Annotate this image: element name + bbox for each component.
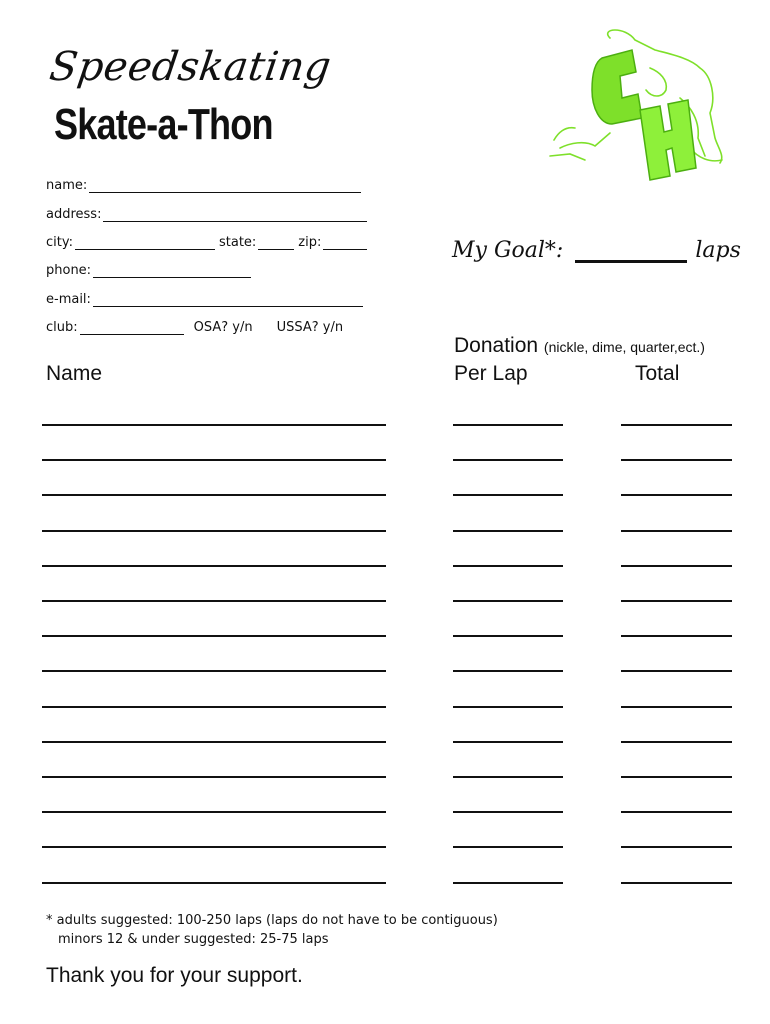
total-line[interactable] — [621, 776, 732, 778]
osa-option[interactable]: OSA? y/n — [193, 320, 253, 335]
total-line[interactable] — [621, 811, 732, 813]
ussa-option[interactable]: USSA? y/n — [276, 320, 344, 335]
name-line[interactable] — [42, 424, 386, 426]
total-line[interactable] — [621, 424, 732, 426]
per-lap-line[interactable] — [453, 424, 563, 426]
total-line[interactable] — [621, 565, 732, 567]
phone-label: phone: — [46, 263, 92, 278]
address-field[interactable] — [46, 207, 367, 222]
total-line[interactable] — [621, 600, 732, 602]
name-line[interactable] — [42, 811, 386, 813]
zip-input-line[interactable] — [323, 237, 367, 250]
name-line[interactable] — [42, 846, 386, 848]
donation-note: (nickle, dime, quarter,ect.) — [543, 339, 705, 355]
per-lap-line[interactable] — [453, 882, 563, 884]
total-line[interactable] — [621, 670, 732, 672]
name-line[interactable] — [42, 741, 386, 743]
club-label: club: — [46, 320, 78, 335]
zip-label: zip: — [298, 235, 322, 250]
total-line[interactable] — [621, 846, 732, 848]
city-input-line[interactable] — [75, 237, 215, 250]
total-line[interactable] — [621, 882, 732, 884]
donation-header — [454, 334, 705, 358]
name-column-header: Name — [46, 362, 103, 385]
goal-unit: laps — [695, 238, 741, 263]
email-field[interactable] — [46, 292, 363, 307]
donation-header-label: Donation — [454, 334, 539, 357]
total-line[interactable] — [621, 459, 732, 461]
name-field[interactable] — [46, 178, 361, 193]
total-line[interactable] — [621, 706, 732, 708]
name-line[interactable] — [42, 882, 386, 884]
club-row — [46, 320, 343, 335]
skater-logo-icon — [540, 28, 730, 193]
goal-input-line[interactable] — [575, 238, 687, 263]
per-lap-line[interactable] — [453, 706, 563, 708]
city-state-zip-row — [46, 235, 367, 250]
thank-you-message: Thank you for your support. — [46, 964, 303, 987]
email-input-line[interactable] — [93, 294, 363, 307]
suggestion-note-adults: * adults suggested: 100-250 laps (laps do not have to be contiguous) — [46, 913, 498, 928]
goal-label: My Goal*: — [452, 238, 564, 263]
suggestion-note-minors: minors 12 & under suggested: 25-75 laps — [58, 932, 329, 947]
per-lap-line[interactable] — [453, 635, 563, 637]
state-label: state: — [218, 235, 257, 250]
address-input-line[interactable] — [103, 209, 367, 222]
per-lap-line[interactable] — [453, 600, 563, 602]
total-line[interactable] — [621, 741, 732, 743]
per-lap-column-header: Per Lap — [454, 362, 528, 385]
per-lap-line[interactable] — [453, 670, 563, 672]
name-line[interactable] — [42, 565, 386, 567]
title-script: Speedskating — [46, 44, 335, 90]
address-label: address: — [46, 207, 102, 222]
name-input-line[interactable] — [89, 180, 361, 193]
club-logo — [540, 28, 730, 193]
phone-input-line[interactable] — [93, 265, 251, 278]
name-label: name: — [46, 178, 88, 193]
city-label: city: — [46, 235, 73, 250]
page-title: Skate-a-Thon — [54, 100, 273, 149]
total-column-header: Total — [635, 362, 680, 385]
state-input-line[interactable] — [258, 237, 294, 250]
name-line[interactable] — [42, 635, 386, 637]
name-line[interactable] — [42, 776, 386, 778]
name-line[interactable] — [42, 530, 386, 532]
per-lap-line[interactable] — [453, 565, 563, 567]
per-lap-line[interactable] — [453, 811, 563, 813]
per-lap-line[interactable] — [453, 776, 563, 778]
per-lap-line[interactable] — [453, 494, 563, 496]
email-label: e-mail: — [46, 292, 91, 307]
total-line[interactable] — [621, 635, 732, 637]
per-lap-line[interactable] — [453, 459, 563, 461]
name-line[interactable] — [42, 494, 386, 496]
club-input-line[interactable] — [80, 322, 184, 335]
per-lap-line[interactable] — [453, 846, 563, 848]
total-line[interactable] — [621, 530, 732, 532]
name-line[interactable] — [42, 706, 386, 708]
name-line[interactable] — [42, 459, 386, 461]
goal-row — [452, 238, 741, 263]
per-lap-line[interactable] — [453, 741, 563, 743]
name-line[interactable] — [42, 670, 386, 672]
per-lap-line[interactable] — [453, 530, 563, 532]
total-line[interactable] — [621, 494, 732, 496]
phone-field[interactable] — [46, 263, 251, 278]
name-line[interactable] — [42, 600, 386, 602]
